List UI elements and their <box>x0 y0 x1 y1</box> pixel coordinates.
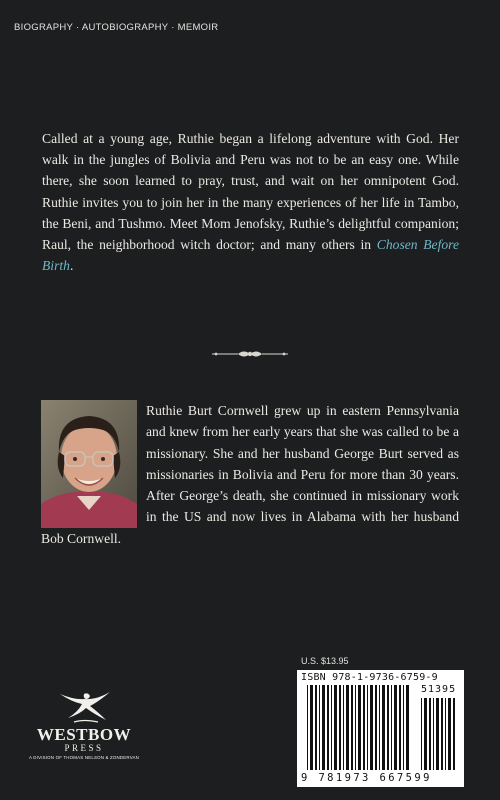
isbn-number: ISBN 978-1-9736-6759-9 <box>301 672 438 683</box>
barcode-bar <box>441 698 443 770</box>
book-title: Chosen Before Birth <box>42 237 459 274</box>
isbn-barcode <box>297 670 464 787</box>
barcode-bar <box>429 698 431 770</box>
publisher-name: WESTBOW <box>36 725 132 744</box>
barcode-bar <box>327 685 329 770</box>
price-label: U.S. $13.95 <box>301 656 349 666</box>
barcode-bar <box>406 685 409 770</box>
barcode-bar <box>307 685 308 770</box>
price-addon-number: 51395 <box>421 684 457 695</box>
barcode-bar <box>375 685 377 770</box>
barcode-bar <box>448 698 451 770</box>
barcode-bar <box>322 685 325 770</box>
barcode-bar <box>387 685 389 770</box>
barcode-bar <box>310 685 313 770</box>
barcode-bar <box>346 685 349 770</box>
publisher-division: A DIVISION OF THOMAS NELSON & ZONDERVAN <box>28 755 140 760</box>
barcode-bar <box>379 685 380 770</box>
barcode-bar <box>370 685 373 770</box>
barcode-bar <box>363 685 365 770</box>
barcode-bar <box>339 685 341 770</box>
publisher-logo <box>24 688 144 788</box>
barcode-bar <box>355 685 356 770</box>
barcode-bar <box>453 698 455 770</box>
barcode-bar <box>351 685 353 770</box>
barcode-bar <box>382 685 385 770</box>
barcode-bar <box>358 685 361 770</box>
barcode-bar <box>391 685 392 770</box>
ornament-divider <box>212 349 288 359</box>
barcode-bar <box>445 698 446 770</box>
barcode-bar <box>334 685 337 770</box>
barcode-bar <box>315 685 317 770</box>
category-label: BIOGRAPHY · AUTOBIOGRAPHY · MEMOIR <box>14 22 219 33</box>
barcode-bar <box>343 685 344 770</box>
ean-number: 9 781973 667599 <box>301 772 432 784</box>
barcode-bar <box>403 685 404 770</box>
publisher-press: PRESS <box>64 743 104 753</box>
back-cover-blurb <box>42 128 459 276</box>
barcode-bar <box>424 698 427 770</box>
dancer-icon <box>54 688 114 724</box>
barcode-bar <box>394 685 397 770</box>
barcode-bar <box>433 698 434 770</box>
barcode-bar <box>367 685 368 770</box>
author-bio: Ruthie Burt Cornwell grew up in eastern Pennsylvania and knew from her early years that she was called to be a missionary. She and her husband George Burt served as missionaries in Bolivia and Peru for more than 30 years. After George’s death, she continued in missionary work in the US and now lives in Alabama with her husband Bob Cornwell. <box>41 403 459 546</box>
barcode-bar <box>399 685 401 770</box>
barcode-bar <box>421 698 422 770</box>
barcode-bar <box>319 685 320 770</box>
blurb-text: Called at a young age, Ruthie began a lifelong adventure with God. Her walk in the jungles of Bolivia and Peru was not to be an easy one. While there, she soon learned to pray, trust, and wait on her omnipotent God. Ruthie invites you to join her in the many experiences of her life in Tambo, the Beni, and Tushmo. Meet Mom Jenofsky, Ruthie’s delightful companion; Raul, the neighborhood witch doctor; and many others in <box>42 131 459 253</box>
barcode-bar <box>331 685 332 770</box>
barcode-bar <box>436 698 439 770</box>
blurb-end: . <box>69 258 74 274</box>
